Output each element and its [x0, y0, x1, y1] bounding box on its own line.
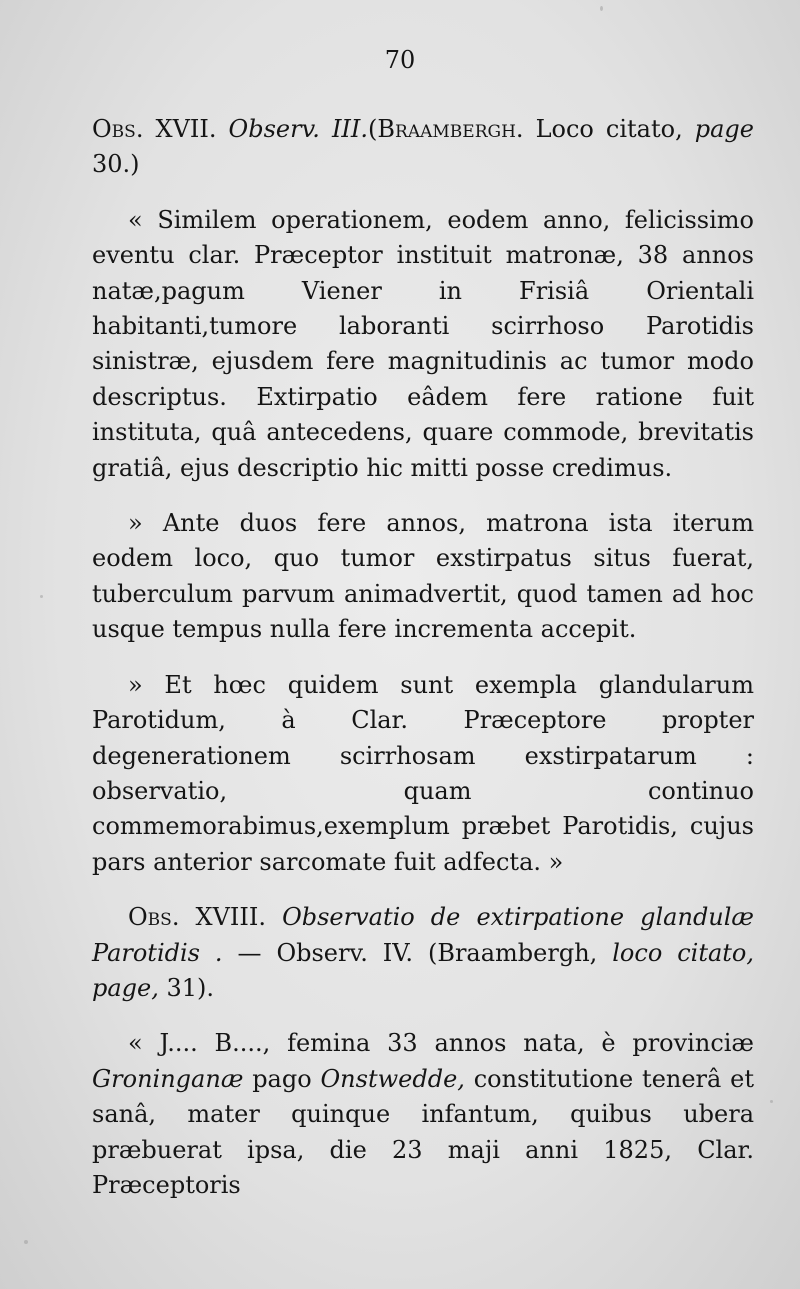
obs-18-title: Observatio de extirpatione glandulæ Parotidis . [92, 903, 754, 967]
obs-17-author: Braambergh. [377, 115, 524, 143]
obs-18-label: Obs. XVIII. [128, 903, 266, 932]
paper-spot [40, 595, 43, 598]
paper-spot [600, 6, 603, 11]
obs-18-page-num: 31). [158, 973, 215, 1002]
paper-spot [770, 1100, 773, 1103]
obs-18-province: Groninganæ [92, 1064, 244, 1093]
obs-18-heading [92, 900, 754, 1006]
obs-18-paragraph [92, 1026, 754, 1203]
obs-17-heading [92, 112, 754, 183]
obs-18-observ: — Observ. IV. (Braambergh, [222, 938, 613, 967]
obs-18-tail: constitutione tenerâ et sanâ, mater quinque infantum, quibus ubera præbuerat ipsa, die 23 maji anni 1825, Clar. Præceptoris [92, 1064, 754, 1199]
body-text [92, 112, 754, 1203]
obs-17-ref-open: ( [368, 115, 378, 143]
obs-17-page-word: page [694, 115, 754, 143]
obs-17-paragraph: » Ante duos fere annos, matrona ista iterum eodem loco, quo tumor exstirpatus situs fuerat, tuberculum parvum animadvertit, quod tamen ad hoc usque tempus nulla fere incrementa accepit. [92, 509, 754, 644]
obs-18-page-word: page, [92, 973, 159, 1002]
obs-17-paragraph: « Similem operationem, eodem anno, felicissimo eventu clar. Præceptor instituit matronæ, 38 annos natæ,pagum Viener in Frisiâ Orientali habitanti,tumore laboranti scirrhoso Parotidis sinistræ, ejusdem fere magnitudinis ac tumor modo descriptus. Extirpatio eâdem fere ratione fuit instituta, quâ antecedens, quare commode, brevitatis gratiâ, ejus descriptio hic mitti posse credimus. [92, 205, 754, 482]
obs-17-loco: Loco citato, [523, 115, 683, 143]
obs-18-mid: pago [243, 1064, 321, 1093]
obs-18-lead: « J.... B...., femina 33 annos nata, è provinciæ [128, 1029, 754, 1058]
page-number: 70 [384, 46, 416, 74]
paper-spot [24, 1240, 28, 1244]
obs-17-observ: Observ. III. [228, 115, 369, 143]
obs-17-label: Obs. XVII. [92, 115, 217, 143]
obs-17-page-num: 30.) [92, 150, 140, 179]
obs-17-paragraph: » Et hœc quidem sunt exempla glandularum Parotidum, à Clar. Præceptore propter degenerationem scirrhosam exstirpatarum : observatio, quam continuo commemorabimus,exemplum præbet Parotidis, cujus pars anterior sarcomate fuit adfecta. » [92, 670, 754, 876]
obs-18-loco: loco citato, [612, 938, 755, 967]
obs-18-village: Onstwedde, [320, 1064, 465, 1093]
